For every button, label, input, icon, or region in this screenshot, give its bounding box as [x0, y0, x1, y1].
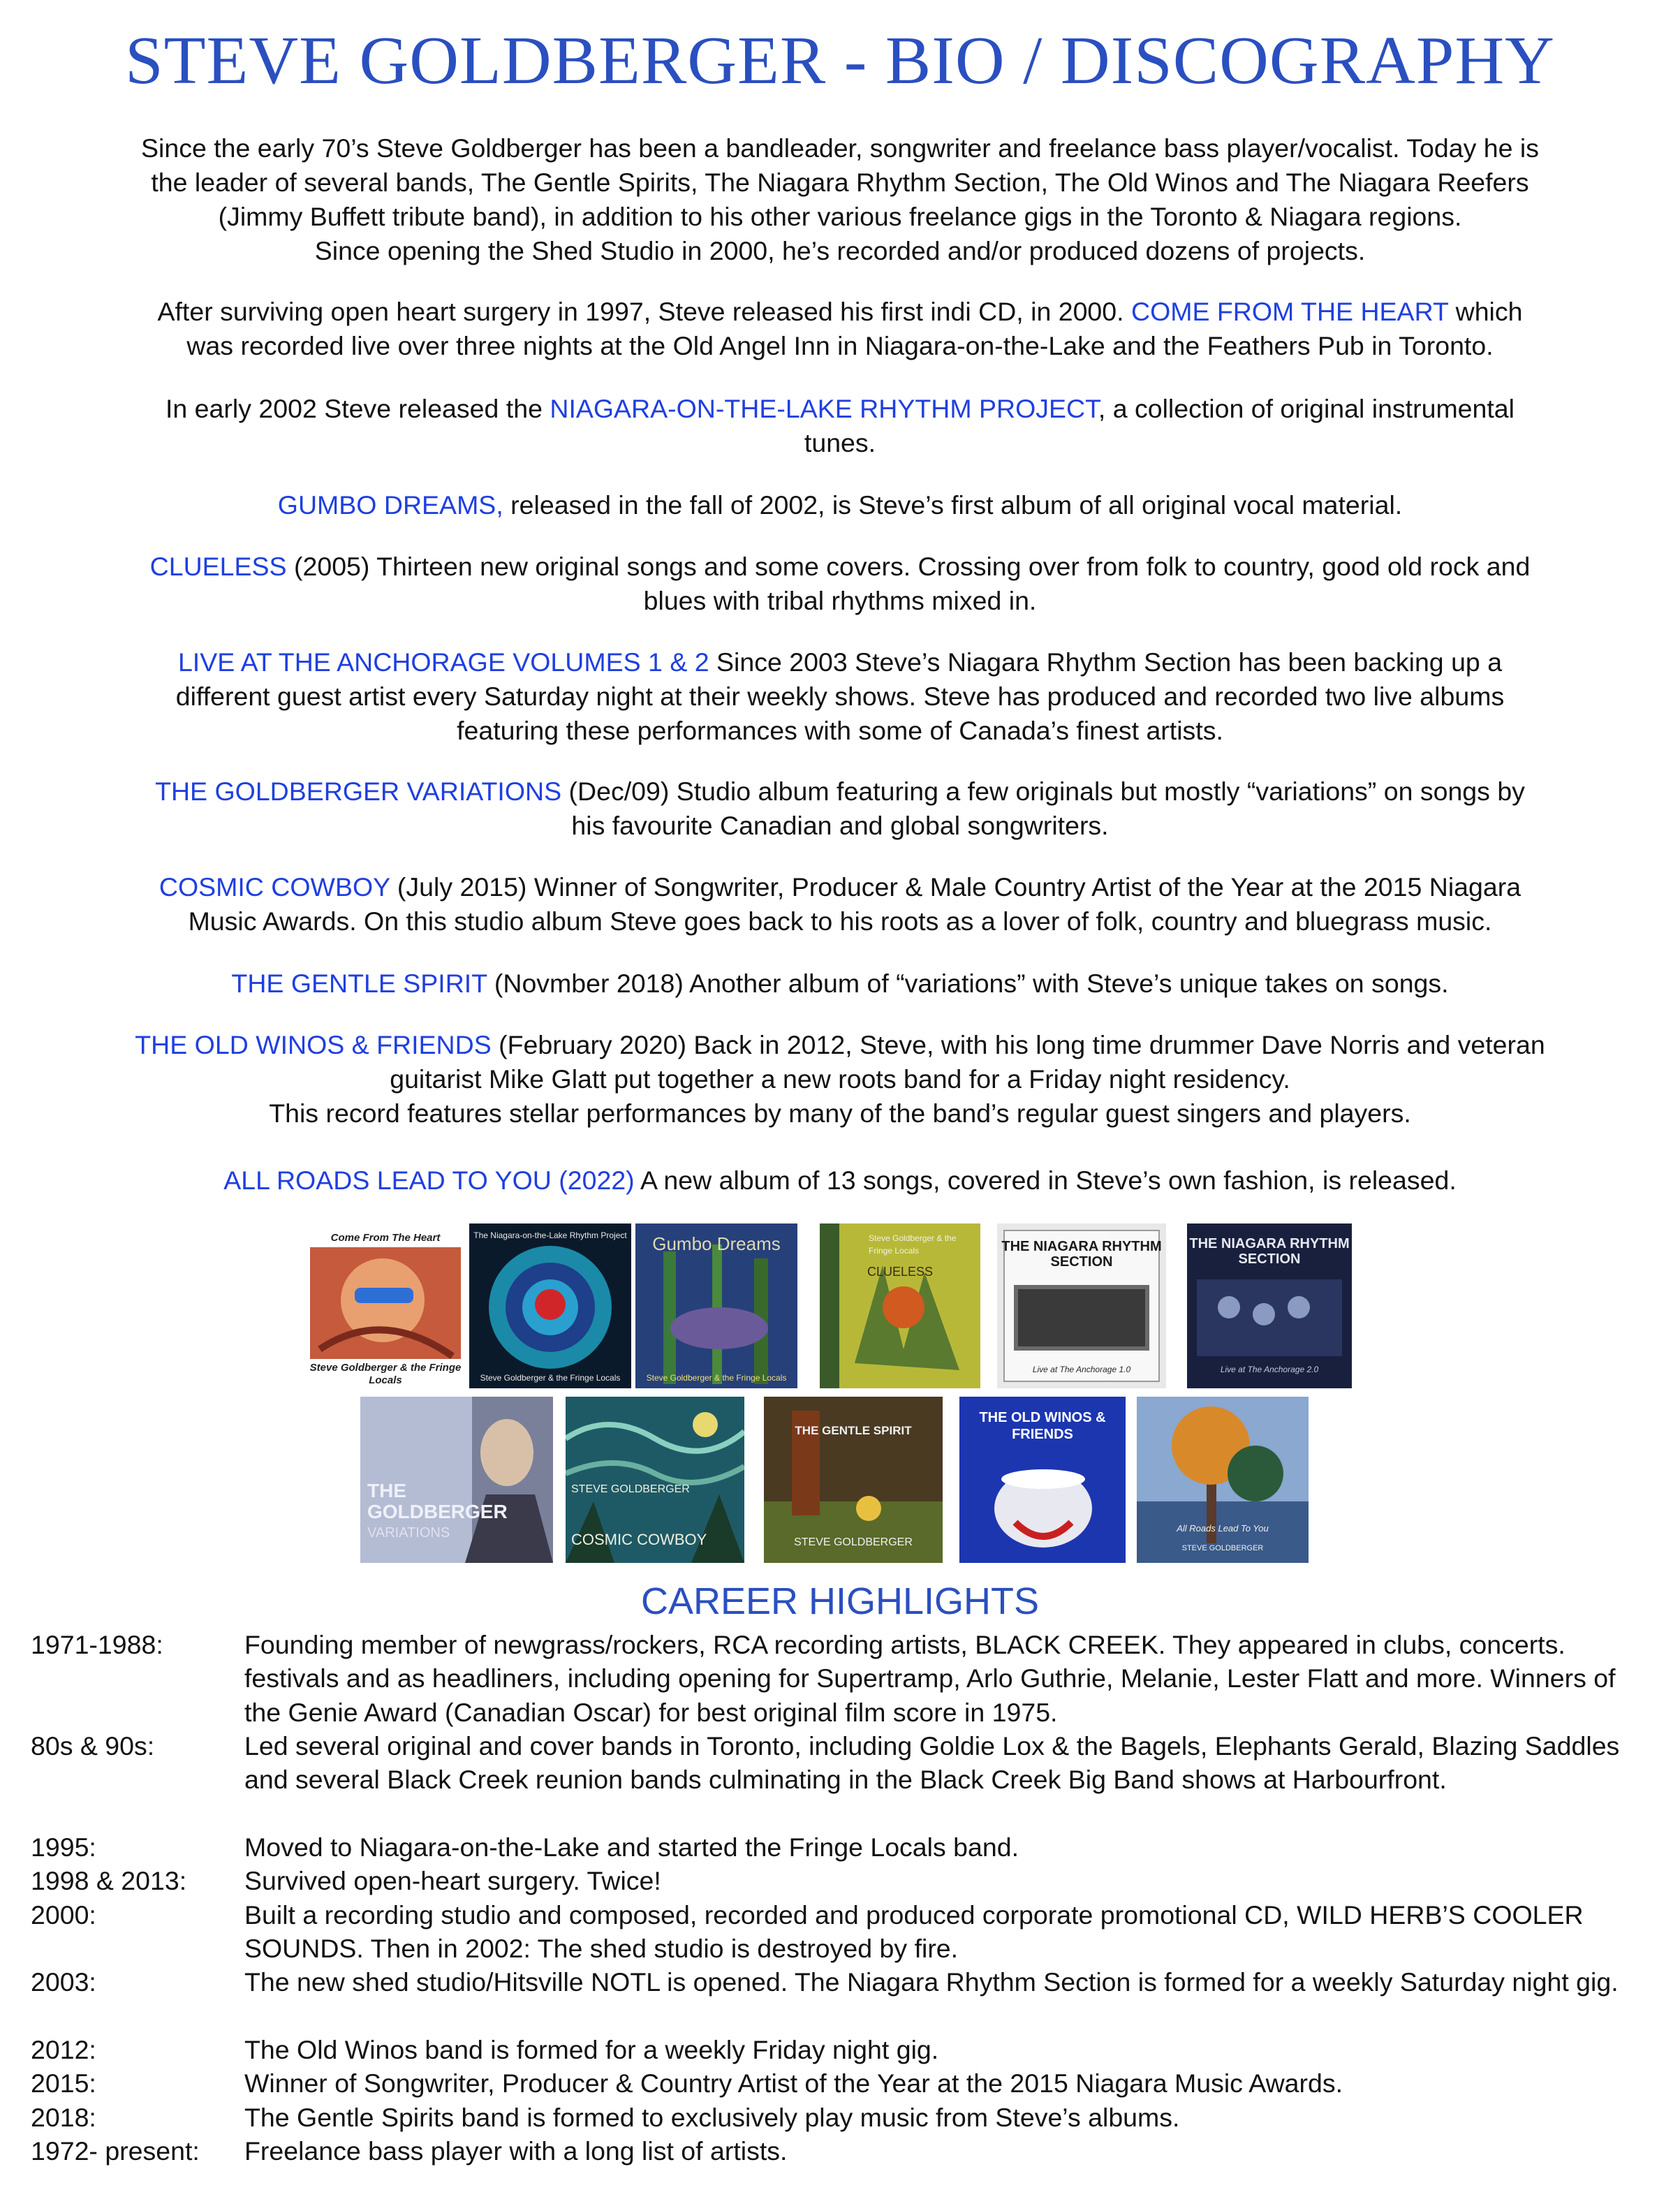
- cover-subtitle: Live at The Anchorage 2.0: [1220, 1365, 1319, 1374]
- cover-subtitle: Live at The Anchorage 1.0: [1032, 1365, 1131, 1374]
- career-text: The Gentle Spirits band is formed to exclusively play music from Steve’s albums.: [244, 2103, 1180, 2132]
- album-title: THE OLD WINOS & FRIENDS: [135, 1030, 492, 1059]
- album-cover-gumbo-dreams: [635, 1223, 797, 1388]
- cover-artist: Steve Goldberger & the Fringe Locals: [480, 1373, 621, 1383]
- page-title: STEVE GOLDBERGER - BIO / DISCOGRAPHY: [125, 23, 1555, 98]
- album-cover-come-from-the-heart: [306, 1223, 465, 1388]
- cover-art: [1137, 1397, 1309, 1563]
- bio-line: guitarist Mike Glatt put together a new roots band for a Friday night residency.: [390, 1064, 1290, 1094]
- career-text: Freelance bass player with a long list of artists.: [244, 2136, 788, 2166]
- career-year: 1972- present:: [31, 2136, 200, 2166]
- album-title: COSMIC COWBOY: [159, 872, 390, 902]
- album-title: NIAGARA-ON-THE-LAKE RHYTHM PROJECT: [550, 394, 1098, 423]
- bio-line: LIVE AT THE ANCHORAGE VOLUMES 1 & 2 Since 2003 Steve’s Niagara Rhythm Section has been backing up a: [177, 647, 1503, 677]
- bio-line: ALL ROADS LEAD TO YOU (2022) A new album of 13 songs, covered in Steve’s own fashion, is released.: [223, 1166, 1457, 1195]
- bio-line: different guest artist every Saturday night at their weekly shows. Steve has produced and recorded two live albums: [175, 682, 1505, 711]
- cover-title: THE NIAGARA RHYTHM SECTION: [1189, 1236, 1350, 1267]
- bio-paragraph-cosmic-cowboy: [28, 870, 1652, 939]
- bio-line: was recorded live over three nights at the Old Angel Inn in Niagara-on-the-Lake and the Feathers Pub in Toronto.: [186, 331, 1494, 360]
- career-highlights-heading: CAREER HIGHLIGHTS: [640, 1580, 1040, 1622]
- bio-line: his favourite Canadian and global songwriters.: [571, 811, 1109, 840]
- career-text: Built a recording studio and composed, recorded and produced corporate promotional CD, WILD HERB’S COOLER SOUNDS. Then in 2002: The shed studio is destroyed by fire.: [244, 1900, 1584, 1964]
- cover-artist: Steve Goldberger & the Fringe Locals: [309, 1362, 462, 1386]
- bio-paragraph-rhythm-project: [28, 392, 1652, 460]
- bio-line: blues with tribal rhythms mixed in.: [643, 586, 1037, 615]
- career-year: 2003:: [31, 1967, 96, 1997]
- cover-title: THE OLD WINOS & FRIENDS: [979, 1410, 1106, 1442]
- cover-title: THE NIAGARA RHYTHM SECTION: [1001, 1239, 1162, 1270]
- bio-line: GUMBO DREAMS, released in the fall of 2002, is Steve’s first album of all original vocal material.: [277, 490, 1403, 520]
- career-text: The new shed studio/Hitsville NOTL is opened. The Niagara Rhythm Section is formed for a weekly Saturday night gig.: [244, 1967, 1619, 1997]
- bio-line: THE GOLDBERGER VARIATIONS (Dec/09) Studio album featuring a few originals but mostly “variations” on songs by: [155, 777, 1525, 806]
- bio-line: After surviving open heart surgery in 1997, Steve released his first indi CD, in 2000. COME FROM THE HEART which: [157, 297, 1523, 326]
- bio-line: THE OLD WINOS & FRIENDS (February 2020) Back in 2012, Steve, with his long time drummer Dave Norris and veteran: [135, 1030, 1545, 1059]
- bio-line: Since the early 70’s Steve Goldberger has been a bandleader, songwriter and freelance bass player/vocalist. Today he is: [141, 133, 1539, 163]
- cover-art: [469, 1223, 631, 1388]
- bio-line: (Jimmy Buffett tribute band), in addition to his other various freelance gigs in the Toronto & Niagara regions.: [218, 202, 1462, 231]
- bio-line: In early 2002 Steve released the NIAGARA-ON-THE-LAKE RHYTHM PROJECT, a collection of original instrumental: [165, 394, 1515, 423]
- cover-artist: Steve Goldberger & the Fringe Locals: [869, 1233, 957, 1256]
- album-cover-clueless: [820, 1223, 980, 1388]
- career-year: 2000:: [31, 1900, 96, 1930]
- cover-title: THE GOLDBERGER: [367, 1480, 508, 1522]
- bio-line: Music Awards. On this studio album Steve goes back to his roots as a lover of folk, country and bluegrass music.: [188, 906, 1492, 936]
- bio-paragraph-come-from-the-heart: [28, 295, 1652, 363]
- bio-line: the leader of several bands, The Gentle Spirits, The Niagara Rhythm Section, The Old Winos and The Niagara Reefers: [151, 168, 1529, 197]
- album-cover-anchorage-1: [997, 1223, 1166, 1388]
- cover-title: Come From The Heart: [330, 1232, 441, 1244]
- cover-artist: STEVE GOLDBERGER: [794, 1536, 913, 1548]
- career-year: 2018:: [31, 2103, 96, 2132]
- career-year: 1971-1988:: [31, 1630, 163, 1659]
- cover-title: All Roads Lead To You: [1177, 1523, 1269, 1534]
- album-title: COME FROM THE HEART: [1130, 297, 1449, 326]
- career-year: 2015:: [31, 2068, 96, 2098]
- album-title: ALL ROADS LEAD TO YOU (2022): [223, 1166, 635, 1195]
- career-year: 2012:: [31, 2035, 96, 2064]
- career-text: Winner of Songwriter, Producer & Country Artist of the Year at the 2015 Niagara Music Awards.: [244, 2068, 1343, 2098]
- bio-line: This record features stellar performances by many of the band’s regular guest singers and players.: [269, 1098, 1411, 1128]
- album-title: CLUELESS: [149, 552, 287, 581]
- album-cover-anchorage-2: [1187, 1223, 1352, 1388]
- bio-paragraph-gumbo-dreams: [28, 488, 1652, 522]
- cover-title: CLUELESS: [867, 1265, 934, 1279]
- album-title: THE GOLDBERGER VARIATIONS: [155, 777, 562, 806]
- bio-line: featuring these performances with some of Canada’s finest artists.: [457, 716, 1223, 745]
- cover-artist: STEVE GOLDBERGER: [571, 1483, 690, 1495]
- album-cover-goldberger-variations: [360, 1397, 553, 1563]
- career-text: Survived open-heart surgery. Twice!: [244, 1866, 661, 1895]
- album-cover-gentle-spirit: [764, 1397, 943, 1563]
- cover-title: Gumbo Dreams: [652, 1233, 781, 1254]
- bio-line: tunes.: [804, 428, 876, 457]
- bio-line: THE GENTLE SPIRIT (Novmber 2018) Another album of “variations” with Steve’s unique takes on songs.: [231, 969, 1449, 998]
- bio-paragraph-gentle-spirit: [28, 967, 1652, 1001]
- album-title: GUMBO DREAMS,: [277, 490, 503, 520]
- bio-line: Since opening the Shed Studio in 2000, he’s recorded and/or produced dozens of projects.: [314, 236, 1366, 265]
- bio-paragraph-intro: [28, 131, 1652, 268]
- cover-title: The Niagara-on-the-Lake Rhythm Project: [473, 1230, 627, 1240]
- career-year: 80s & 90s:: [31, 1731, 155, 1761]
- career-text: Led several original and cover bands in Toronto, including Goldie Lox & the Bagels, Elephants Gerald, Blazing Saddles and several Black Creek reunion bands culminating in the Black Creek Big Band shows at Harbourfront.: [244, 1731, 1620, 1795]
- album-cover-rhythm-project: [469, 1223, 631, 1388]
- album-cover-old-winos: [959, 1397, 1126, 1563]
- bio-paragraph-clueless: [28, 550, 1652, 618]
- bio-line: COSMIC COWBOY (July 2015) Winner of Songwriter, Producer & Male Country Artist of the Year at the 2015 Niagara: [159, 872, 1521, 902]
- album-cover-cosmic-cowboy: [566, 1397, 744, 1563]
- career-text: Founding member of newgrass/rockers, RCA recording artists, BLACK CREEK. They appeared in clubs, concerts. festivals and as headliners, including opening for Supertramp, Arlo Guthrie, Melanie, Lester Flatt and more. Winners of the Genie Award (Canadian Oscar) for best original film score in 1975.: [244, 1630, 1616, 1727]
- cover-title: COSMIC COWBOY: [571, 1531, 707, 1548]
- bio-paragraph-anchorage: [28, 645, 1652, 748]
- career-year: 1998 & 2013:: [31, 1866, 187, 1895]
- career-text: The Old Winos band is formed for a weekly Friday night gig.: [244, 2035, 939, 2064]
- career-text: Moved to Niagara-on-the-Lake and started the Fringe Locals band.: [244, 1832, 1019, 1862]
- cover-subtitle: VARIATIONS: [367, 1525, 450, 1541]
- bio-line: CLUELESS (2005) Thirteen new original songs and some covers. Crossing over from folk to country, good old rock and: [149, 552, 1531, 581]
- album-cover-all-roads: [1137, 1397, 1309, 1563]
- career-year: 1995:: [31, 1832, 96, 1862]
- cover-title: THE GENTLE SPIRIT: [795, 1424, 912, 1437]
- album-title: THE GENTLE SPIRIT: [231, 969, 487, 998]
- bio-paragraph-old-winos: [28, 1028, 1652, 1131]
- bio-paragraph-goldberger-variations: [28, 774, 1652, 843]
- cover-artist: Steve Goldberger & the Fringe Locals: [646, 1373, 787, 1383]
- bio-paragraph-all-roads: [28, 1163, 1652, 1198]
- cover-artist: STEVE GOLDBERGER: [1181, 1544, 1264, 1552]
- album-title: LIVE AT THE ANCHORAGE VOLUMES 1 & 2: [177, 647, 709, 677]
